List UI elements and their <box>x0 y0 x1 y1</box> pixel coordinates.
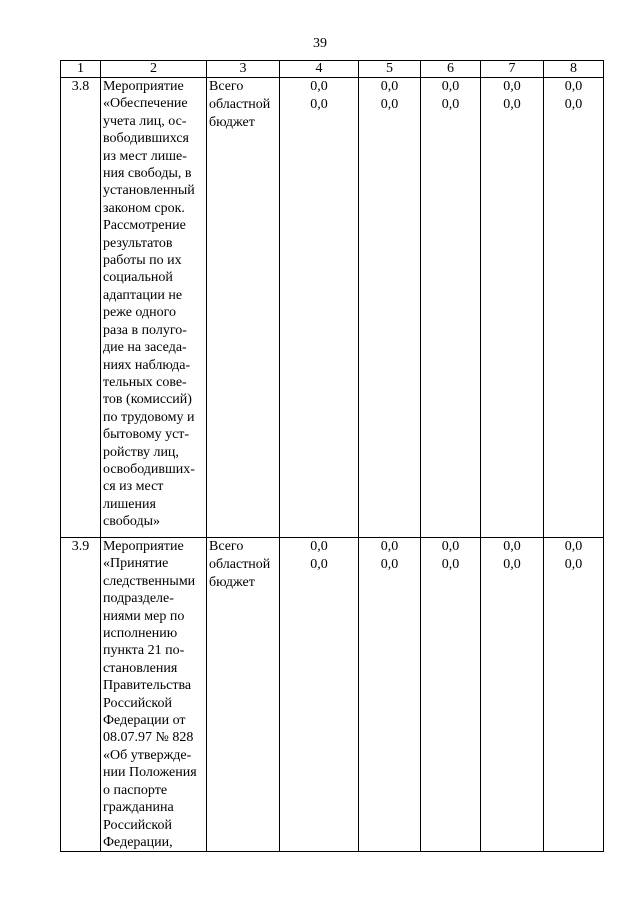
amount-value: 0,0 <box>564 557 583 573</box>
value-cell <box>280 538 359 852</box>
amount-value: 0,0 <box>503 557 521 573</box>
value-cell <box>544 538 604 852</box>
value-cell <box>481 538 544 852</box>
amount-value: 0,0 <box>310 557 328 573</box>
header-cell: 3 <box>207 61 280 78</box>
description-line: результатов <box>103 235 173 251</box>
description-line: гражданина <box>103 800 174 816</box>
description-line: реже одного <box>103 305 177 321</box>
header-cell: 1 <box>61 61 101 78</box>
header-cell: 2 <box>101 61 207 78</box>
description-line: раза в полуго- <box>103 322 187 338</box>
description-line: вободившихся <box>103 131 189 147</box>
description-line: свободы» <box>103 514 160 530</box>
value-cell <box>280 78 359 538</box>
amount-value: 0,0 <box>380 539 399 554</box>
funding-source <box>207 78 280 538</box>
table-row <box>61 538 604 852</box>
description-line: бытовому уст- <box>103 427 190 443</box>
amount-value: 0,0 <box>503 97 521 113</box>
header-cell: 6 <box>421 61 481 78</box>
source-label <box>209 96 277 131</box>
description-line: исполнению <box>103 626 178 642</box>
description-line: работы по их <box>103 253 182 269</box>
description-line: ройству лиц, <box>103 444 179 460</box>
description-line: ниях наблюда- <box>103 357 191 373</box>
description-line: дие на заседа- <box>103 340 187 356</box>
description-line: «Принятие <box>103 556 169 572</box>
amount-value: 0,0 <box>564 539 583 554</box>
source-label-line: областной <box>209 557 271 573</box>
description-line: становления <box>103 660 178 676</box>
description-line: следственными <box>103 573 196 589</box>
source-label <box>209 556 277 591</box>
description-line: освободивших- <box>103 461 195 477</box>
budget-table <box>60 60 604 852</box>
amount-value: 0,0 <box>503 539 521 554</box>
description-line: адаптации не <box>103 287 183 303</box>
source-label-line: областной <box>209 97 271 113</box>
source-label <box>209 538 277 555</box>
description-line: Российской <box>103 817 172 833</box>
source-label-line: Всего <box>209 79 244 94</box>
description-line: Федерации от <box>103 713 186 729</box>
description-line: нии Положения <box>103 765 197 781</box>
amount-value: 0,0 <box>564 97 583 113</box>
description-line: Мероприятие <box>103 539 184 554</box>
description-line: 08.07.97 № 828 <box>103 730 194 746</box>
amount-value: 0,0 <box>441 97 460 113</box>
header-cell: 8 <box>544 61 604 78</box>
amount-value: 0,0 <box>310 97 328 113</box>
value-cell <box>421 78 481 538</box>
amount-value: 0,0 <box>441 557 460 573</box>
funding-source <box>207 538 280 852</box>
description-line: «Об утвержде- <box>103 747 192 763</box>
description-line: Рассмотрение <box>103 218 186 234</box>
description-line: законом срок. <box>103 200 185 216</box>
amount-value: 0,0 <box>503 79 521 94</box>
amount-value: 0,0 <box>564 79 583 94</box>
header-cell: 7 <box>481 61 544 78</box>
value-cell <box>481 78 544 538</box>
description-line: пункта 21 по- <box>103 643 185 659</box>
description-line: Российской <box>103 695 172 711</box>
description-line: ниями мер по <box>103 608 185 624</box>
description-line: Федерации, <box>103 834 173 850</box>
amount-value: 0,0 <box>441 79 460 94</box>
description-line: учета лиц, ос- <box>103 113 187 129</box>
description-line: установленный <box>103 183 195 199</box>
value-cell <box>544 78 604 538</box>
amount-value: 0,0 <box>441 539 460 554</box>
description-line: «Обеспечение <box>103 96 188 112</box>
value-cell <box>421 538 481 852</box>
description-line: лишения <box>103 496 156 512</box>
description-line: Мероприятие <box>103 79 184 94</box>
amount-value: 0,0 <box>380 79 399 94</box>
description-line: о паспорте <box>103 782 168 798</box>
description-line: подразделе- <box>103 591 174 607</box>
source-label-line: бюджет <box>209 114 255 130</box>
value-cell <box>359 538 421 852</box>
description-line: ния свободы, в <box>103 166 192 182</box>
header-row <box>61 61 604 78</box>
page-number: 39 <box>313 36 327 51</box>
row-number: 3.9 <box>61 538 101 852</box>
amount-value: 0,0 <box>380 97 399 113</box>
activity-description <box>101 538 207 852</box>
description-line: ся из мест <box>103 479 164 495</box>
row-number: 3.8 <box>61 78 101 538</box>
source-label-line: Всего <box>209 539 244 554</box>
description-line: из мест лише- <box>103 148 187 164</box>
description-line: по трудовому и <box>103 409 195 425</box>
header-cell: 5 <box>359 61 421 78</box>
description-line: социальной <box>103 270 173 286</box>
header-cell: 4 <box>280 61 359 78</box>
description-line: тов (комиссий) <box>103 392 192 408</box>
amount-value: 0,0 <box>380 557 399 573</box>
table-body <box>61 61 604 852</box>
activity-description <box>101 78 207 538</box>
table-row <box>61 78 604 538</box>
amount-value: 0,0 <box>310 539 328 554</box>
amount-value: 0,0 <box>310 79 328 94</box>
source-label <box>209 78 277 95</box>
description-line: тельных сове- <box>103 374 187 390</box>
source-label-line: бюджет <box>209 574 255 590</box>
value-cell <box>359 78 421 538</box>
description-line: Правительства <box>103 678 192 694</box>
